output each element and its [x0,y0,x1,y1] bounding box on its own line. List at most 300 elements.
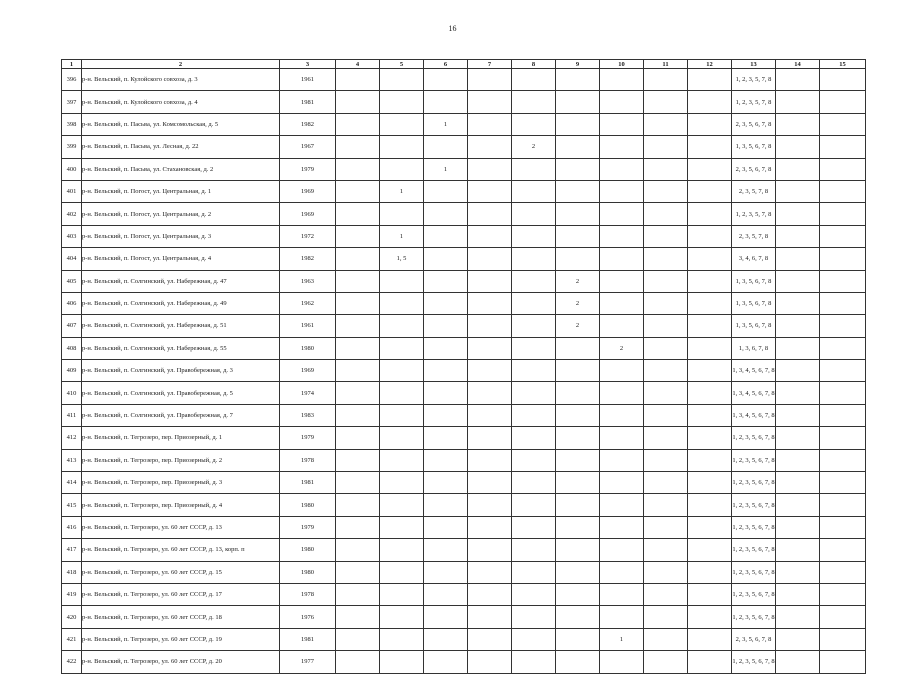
row-number-cell: 397 [62,91,82,113]
column-4-cell [336,583,380,605]
column-7-cell [468,180,512,202]
column-5-cell [380,449,424,471]
column-5-cell: 1 [380,225,424,247]
address-cell: р-н. Вельский, п. Пасьва, ул. Стахановская, д. 2 [82,158,280,180]
column-15-cell [820,337,866,359]
table-row [62,494,866,516]
table-row [62,136,866,158]
column-4-cell [336,292,380,314]
row-number-cell: 408 [62,337,82,359]
column-14-cell [776,628,820,650]
column-10-cell [600,225,644,247]
column-11-cell [644,628,688,650]
table-row [62,69,866,91]
table-row [62,360,866,382]
year-cell: 1969 [280,180,336,202]
column-11-cell [644,583,688,605]
column-7-cell [468,69,512,91]
column-15-cell [820,404,866,426]
column-9-cell [556,203,600,225]
column-7-cell [468,472,512,494]
column-13-cell: 1, 2, 3, 5, 7, 8 [732,203,776,225]
column-7-cell [468,628,512,650]
column-10-cell [600,292,644,314]
column-12-cell [688,158,732,180]
year-cell: 1980 [280,539,336,561]
column-13-cell: 2, 3, 5, 7, 8 [732,225,776,247]
year-cell: 1976 [280,606,336,628]
column-12-cell [688,337,732,359]
column-8-cell [512,404,556,426]
address-cell: р-н. Вельский, п. Кулойского совхоза, д. 3 [82,69,280,91]
column-13-cell: 1, 2, 3, 5, 6, 7, 8 [732,427,776,449]
column-13-cell: 1, 2, 3, 5, 6, 7, 8 [732,606,776,628]
column-8-cell [512,270,556,292]
column-header: 1 [62,60,82,69]
column-15-cell [820,628,866,650]
column-10-cell: 2 [600,337,644,359]
column-13-cell: 1, 2, 3, 5, 6, 7, 8 [732,449,776,471]
column-15-cell [820,248,866,270]
address-cell: р-н. Вельский, п. Пасьва, ул. Лесная, д. 22 [82,136,280,158]
column-7-cell [468,91,512,113]
year-cell: 1979 [280,158,336,180]
column-9-cell [556,472,600,494]
column-8-cell [512,561,556,583]
year-cell: 1981 [280,628,336,650]
column-7-cell [468,427,512,449]
column-6-cell [424,91,468,113]
column-5-cell [380,494,424,516]
column-11-cell [644,69,688,91]
column-8-cell [512,180,556,202]
column-13-cell: 1, 2, 3, 5, 6, 7, 8 [732,472,776,494]
column-6-cell [424,315,468,337]
column-7-cell [468,404,512,426]
column-header: 3 [280,60,336,69]
column-6-cell [424,248,468,270]
column-14-cell [776,91,820,113]
row-number-cell: 415 [62,494,82,516]
column-10-cell [600,203,644,225]
row-number-cell: 402 [62,203,82,225]
column-13-cell: 1, 2, 3, 5, 6, 7, 8 [732,651,776,673]
column-13-cell: 1, 2, 3, 5, 6, 7, 8 [732,539,776,561]
column-8-cell [512,449,556,471]
year-cell: 1983 [280,404,336,426]
column-9-cell [556,449,600,471]
column-15-cell [820,606,866,628]
column-11-cell [644,651,688,673]
column-7-cell [468,561,512,583]
column-11-cell [644,494,688,516]
column-15-cell [820,180,866,202]
address-cell: р-н. Вельский, п. Солгинский, ул. Правобережная, д. 5 [82,382,280,404]
column-15-cell [820,516,866,538]
column-4-cell [336,203,380,225]
column-13-cell: 2, 3, 5, 6, 7, 8 [732,628,776,650]
year-cell: 1981 [280,472,336,494]
column-10-cell [600,561,644,583]
year-cell: 1967 [280,136,336,158]
column-15-cell [820,494,866,516]
column-15-cell [820,203,866,225]
column-6-cell [424,136,468,158]
table-row [62,292,866,314]
column-12-cell [688,91,732,113]
column-7-cell [468,516,512,538]
column-4-cell [336,516,380,538]
column-header: 7 [468,60,512,69]
column-13-cell: 1, 3, 6, 7, 8 [732,337,776,359]
column-15-cell [820,91,866,113]
column-4-cell [336,427,380,449]
year-cell: 1978 [280,583,336,605]
column-10-cell: 1 [600,628,644,650]
column-5-cell [380,561,424,583]
table-row [62,91,866,113]
column-7-cell [468,494,512,516]
column-13-cell: 1, 3, 4, 5, 6, 7, 8 [732,360,776,382]
column-15-cell [820,113,866,135]
column-7-cell [468,382,512,404]
column-11-cell [644,136,688,158]
column-4-cell [336,449,380,471]
column-8-cell [512,225,556,247]
page-number: 16 [448,24,457,33]
row-number-cell: 398 [62,113,82,135]
column-12-cell [688,561,732,583]
column-14-cell [776,404,820,426]
address-cell: р-н. Вельский, п. Солгинский, ул. Набережная, д. 51 [82,315,280,337]
column-header: 13 [732,60,776,69]
column-15-cell [820,315,866,337]
column-9-cell [556,628,600,650]
table-row [62,315,866,337]
column-14-cell [776,315,820,337]
column-10-cell [600,494,644,516]
column-9-cell [556,337,600,359]
column-12-cell [688,292,732,314]
column-header: 12 [688,60,732,69]
column-11-cell [644,113,688,135]
column-14-cell [776,360,820,382]
year-cell: 1969 [280,203,336,225]
address-cell: р-н. Вельский, п. Погост, ул. Центральная, д. 1 [82,180,280,202]
column-6-cell [424,539,468,561]
column-10-cell [600,583,644,605]
table-row [62,203,866,225]
column-10-cell [600,404,644,426]
year-cell: 1977 [280,651,336,673]
column-4-cell [336,315,380,337]
column-10-cell [600,158,644,180]
column-8-cell [512,628,556,650]
column-15-cell [820,360,866,382]
column-10-cell [600,382,644,404]
column-6-cell [424,583,468,605]
column-5-cell [380,382,424,404]
column-11-cell [644,404,688,426]
column-10-cell [600,113,644,135]
column-12-cell [688,360,732,382]
address-cell: р-н. Вельский, п. Тегрозеро, пер. Приозерный, д. 3 [82,472,280,494]
column-7-cell [468,583,512,605]
column-11-cell [644,225,688,247]
table-row [62,225,866,247]
column-5-cell: 1, 5 [380,248,424,270]
column-12-cell [688,606,732,628]
column-12-cell [688,472,732,494]
column-6-cell [424,69,468,91]
column-7-cell [468,539,512,561]
column-10-cell [600,516,644,538]
column-10-cell [600,180,644,202]
column-15-cell [820,427,866,449]
column-15-cell [820,651,866,673]
column-8-cell [512,203,556,225]
column-header: 5 [380,60,424,69]
column-11-cell [644,292,688,314]
column-14-cell [776,136,820,158]
column-11-cell [644,180,688,202]
column-9-cell [556,225,600,247]
column-14-cell [776,561,820,583]
column-9-cell [556,539,600,561]
column-4-cell [336,113,380,135]
address-cell: р-н. Вельский, п. Солгинский, ул. Набережная, д. 47 [82,270,280,292]
row-number-cell: 400 [62,158,82,180]
column-9-cell: 2 [556,315,600,337]
table-row [62,606,866,628]
column-header: 15 [820,60,866,69]
column-14-cell [776,158,820,180]
column-4-cell [336,606,380,628]
year-cell: 1982 [280,248,336,270]
column-8-cell [512,516,556,538]
column-10-cell [600,539,644,561]
column-15-cell [820,292,866,314]
table-row [62,449,866,471]
column-8-cell [512,494,556,516]
column-13-cell: 1, 3, 5, 6, 7, 8 [732,136,776,158]
column-8-cell [512,113,556,135]
address-cell: р-н. Вельский, п. Солгинский, ул. Правобережная, д. 7 [82,404,280,426]
row-number-cell: 405 [62,270,82,292]
column-6-cell [424,360,468,382]
column-5-cell: 1 [380,180,424,202]
column-5-cell [380,583,424,605]
column-8-cell [512,158,556,180]
column-7-cell [468,606,512,628]
column-12-cell [688,225,732,247]
column-10-cell [600,136,644,158]
table-row [62,404,866,426]
column-15-cell [820,136,866,158]
column-12-cell [688,449,732,471]
column-14-cell [776,583,820,605]
column-number-row [62,60,866,69]
column-7-cell [468,113,512,135]
table-row [62,561,866,583]
column-9-cell: 2 [556,270,600,292]
address-cell: р-н. Вельский, п. Кулойского совхоза, д. 4 [82,91,280,113]
row-number-cell: 414 [62,472,82,494]
column-8-cell: 2 [512,136,556,158]
column-8-cell [512,360,556,382]
column-14-cell [776,382,820,404]
column-15-cell [820,270,866,292]
column-9-cell [556,180,600,202]
column-12-cell [688,113,732,135]
column-6-cell: 1 [424,113,468,135]
column-8-cell [512,427,556,449]
column-4-cell [336,158,380,180]
address-cell: р-н. Вельский, п. Тегрозеро, пер. Приозерный, д. 1 [82,427,280,449]
row-number-cell: 418 [62,561,82,583]
table-row [62,270,866,292]
column-header: 8 [512,60,556,69]
column-5-cell [380,360,424,382]
row-number-cell: 413 [62,449,82,471]
column-9-cell [556,382,600,404]
column-6-cell [424,561,468,583]
column-12-cell [688,516,732,538]
row-number-cell: 410 [62,382,82,404]
column-15-cell [820,449,866,471]
column-14-cell [776,180,820,202]
column-6-cell [424,651,468,673]
column-8-cell [512,539,556,561]
row-number-cell: 422 [62,651,82,673]
column-6-cell [424,292,468,314]
column-11-cell [644,91,688,113]
address-cell: р-н. Вельский, п. Тегрозеро, пер. Приозерный, д. 2 [82,449,280,471]
column-4-cell [336,651,380,673]
column-5-cell [380,315,424,337]
year-cell: 1978 [280,449,336,471]
column-14-cell [776,494,820,516]
row-number-cell: 420 [62,606,82,628]
column-12-cell [688,404,732,426]
column-5-cell [380,158,424,180]
column-9-cell [556,494,600,516]
column-9-cell [556,427,600,449]
column-8-cell [512,651,556,673]
row-number-cell: 421 [62,628,82,650]
row-number-cell: 403 [62,225,82,247]
address-cell: р-н. Вельский, п. Солгинский, ул. Набережная, д. 55 [82,337,280,359]
column-12-cell [688,382,732,404]
column-14-cell [776,606,820,628]
column-4-cell [336,225,380,247]
column-13-cell: 1, 2, 3, 5, 6, 7, 8 [732,583,776,605]
address-cell: р-н. Вельский, п. Погост, ул. Центральная, д. 4 [82,248,280,270]
column-13-cell: 2, 3, 5, 6, 7, 8 [732,113,776,135]
column-15-cell [820,158,866,180]
column-10-cell [600,472,644,494]
column-4-cell [336,539,380,561]
column-15-cell [820,561,866,583]
row-number-cell: 417 [62,539,82,561]
column-6-cell [424,472,468,494]
table-row [62,248,866,270]
column-12-cell [688,628,732,650]
column-13-cell: 1, 2, 3, 5, 6, 7, 8 [732,561,776,583]
column-12-cell [688,539,732,561]
column-7-cell [468,651,512,673]
row-number-cell: 399 [62,136,82,158]
table-row [62,113,866,135]
column-4-cell [336,91,380,113]
column-14-cell [776,516,820,538]
column-4-cell [336,382,380,404]
column-9-cell [556,158,600,180]
column-5-cell [380,91,424,113]
column-6-cell [424,516,468,538]
column-6-cell [424,628,468,650]
address-cell: р-н. Вельский, п. Солгинский, ул. Набережная, д. 49 [82,292,280,314]
column-9-cell [556,651,600,673]
column-9-cell [556,136,600,158]
column-6-cell [424,225,468,247]
column-14-cell [776,337,820,359]
column-12-cell [688,248,732,270]
column-14-cell [776,248,820,270]
column-7-cell [468,360,512,382]
column-4-cell [336,180,380,202]
column-5-cell [380,516,424,538]
column-7-cell [468,449,512,471]
row-number-cell: 396 [62,69,82,91]
address-cell: р-н. Вельский, п. Тегрозеро, пер. Приозерный, д. 4 [82,494,280,516]
address-cell: р-н. Вельский, п. Тегрозеро, ул. 60 лет СССР, д. 13 [82,516,280,538]
table-row [62,180,866,202]
column-15-cell [820,69,866,91]
row-number-cell: 409 [62,360,82,382]
column-9-cell [556,113,600,135]
row-number-cell: 416 [62,516,82,538]
column-4-cell [336,472,380,494]
table-row [62,472,866,494]
column-14-cell [776,292,820,314]
column-13-cell: 2, 3, 5, 6, 7, 8 [732,158,776,180]
column-header: 11 [644,60,688,69]
column-14-cell [776,539,820,561]
column-14-cell [776,225,820,247]
column-8-cell [512,583,556,605]
row-number-cell: 407 [62,315,82,337]
column-13-cell: 2, 3, 5, 7, 8 [732,180,776,202]
column-8-cell [512,606,556,628]
column-14-cell [776,651,820,673]
column-9-cell [556,248,600,270]
year-cell: 1980 [280,337,336,359]
column-12-cell [688,427,732,449]
column-12-cell [688,494,732,516]
column-4-cell [336,404,380,426]
column-header: 10 [600,60,644,69]
column-13-cell: 1, 2, 3, 5, 7, 8 [732,69,776,91]
year-cell: 1982 [280,113,336,135]
column-4-cell [336,136,380,158]
column-11-cell [644,606,688,628]
column-14-cell [776,449,820,471]
column-14-cell [776,203,820,225]
column-12-cell [688,583,732,605]
column-11-cell [644,248,688,270]
column-12-cell [688,180,732,202]
